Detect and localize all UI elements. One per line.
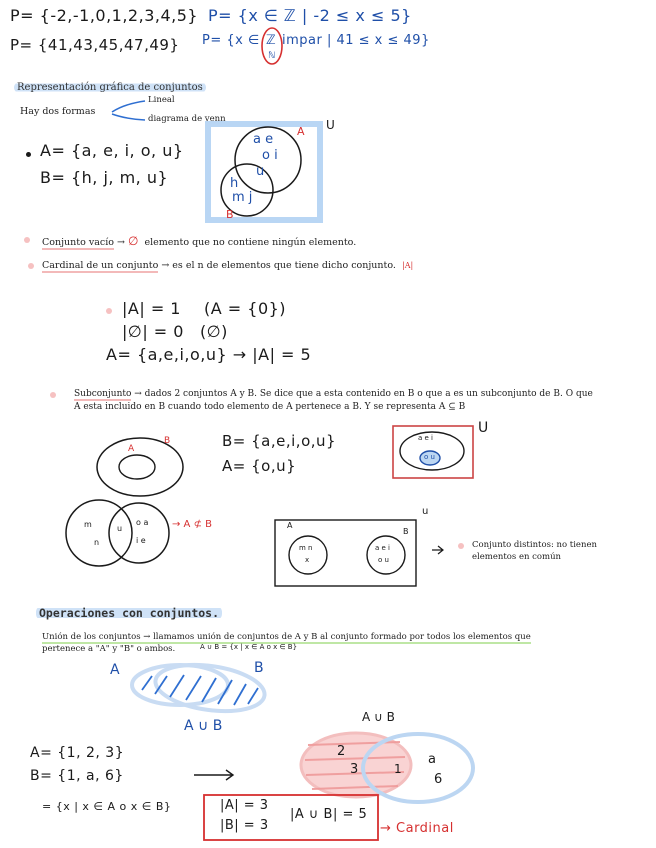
empty-set-row xyxy=(42,234,356,248)
cardinal-ex1b: (A = {0}) xyxy=(204,299,287,318)
venn-u-intersection: u xyxy=(256,164,265,179)
cardinal-ex3: A= {a,e,i,o,u} → |A| = 5 xyxy=(106,345,312,364)
venn2-circle-a xyxy=(66,500,132,566)
venn-label-a: A xyxy=(297,125,305,138)
option-lineal: Lineal xyxy=(148,95,175,105)
cardinal-ex2b: (∅) xyxy=(200,322,228,341)
union-venn-title: A ∪ B xyxy=(362,710,395,724)
bullet-distinct xyxy=(458,543,464,549)
card-b: |B| = 3 xyxy=(220,818,269,833)
union-label-aub: A ∪ B xyxy=(184,718,223,734)
set-p-builder: P= {x ∈ ℤ | -2 ≤ x ≤ 5} xyxy=(208,6,412,25)
circled-n: ℕ xyxy=(268,51,276,61)
venn-num-2: 2 xyxy=(337,744,346,759)
card-a: |A| = 3 xyxy=(220,798,269,813)
cardinal-notation: |A| xyxy=(402,261,414,270)
operations-heading xyxy=(36,606,222,620)
subset-box-ou: o u xyxy=(424,453,435,461)
venn-label-b: B xyxy=(226,208,234,221)
empty-set-arrow: → xyxy=(117,237,125,248)
venn-label-u: U xyxy=(326,118,335,132)
circled-z: ℤ xyxy=(266,33,277,48)
distinct-label-a: A xyxy=(287,521,293,530)
set-b-letters: B= {h, j, m, u} xyxy=(40,168,169,187)
ellipse-a xyxy=(119,455,155,479)
empty-set-desc: elemento que no contiene ningún elemento. xyxy=(144,237,357,248)
bullet-dot xyxy=(26,152,31,157)
cardinal-row xyxy=(42,260,413,271)
branch-line-2 xyxy=(112,114,145,120)
venn-ae: a e xyxy=(253,132,274,147)
subset-desc-1: → dados 2 conjuntos A y B. Se dice que a esta contenido en B o que a es un subconjunto de B. O que xyxy=(134,389,593,399)
set-p-listing: P= {-2,-1,0,1,2,3,4,5} xyxy=(10,6,199,25)
union-formula: A ∪ B = {x | x ∈ A o x ∈ B} xyxy=(200,643,298,651)
subset-term: Subconjunto xyxy=(74,389,132,399)
venn2-oa: o a xyxy=(136,518,149,527)
venn-h: h xyxy=(230,176,239,191)
venn2-ie: i e xyxy=(136,536,146,545)
empty-set-symbol: ∅ xyxy=(128,234,139,248)
union-def-1 xyxy=(42,632,531,642)
union-set-a: A= {1, 2, 3} xyxy=(30,745,125,761)
venn2-n: n xyxy=(94,538,100,547)
venn2-u: u xyxy=(117,524,123,533)
distinct-mn: m n xyxy=(299,544,313,552)
union-def-1-text: Unión de los conjuntos → llamamos unión de conjuntos de A y B al conjunto formado por todos los elementos que xyxy=(42,632,531,642)
empty-set-term: Conjunto vacío xyxy=(42,237,114,248)
union-label-a: A xyxy=(110,662,120,678)
circle-mark xyxy=(262,28,282,64)
bullet-subset xyxy=(50,392,56,398)
distinct-box xyxy=(275,520,416,586)
cardinal-ex2: |∅| = 0 xyxy=(122,322,184,341)
subset-desc-2: A esta incluido en B cuando todo elemento de A pertenece a B. Y se representa A ⊆ B xyxy=(74,402,466,412)
cardinal-label: → Cardinal xyxy=(380,821,454,836)
distinct-text-2: elementos en común xyxy=(472,552,562,562)
union-label-b: B xyxy=(254,660,264,676)
subset-set-b: B= {a,e,i,o,u} xyxy=(222,432,337,450)
venn-num-1: 1 xyxy=(394,762,402,776)
subset-diag-a: A xyxy=(128,444,135,454)
set-p2-listing: P= {41,43,45,47,49} xyxy=(10,36,180,54)
ellipse-b xyxy=(97,438,183,496)
subset-line-1 xyxy=(74,389,593,399)
distinct-circle-a xyxy=(289,536,327,574)
section-heading-graphic xyxy=(14,82,206,93)
operations-heading-text: Operaciones con conjuntos. xyxy=(36,606,222,620)
branch-line-1 xyxy=(112,101,145,112)
venn2-circle-b xyxy=(109,503,169,563)
venn-num-a: a xyxy=(428,752,436,767)
distinct-label-u: u xyxy=(422,506,429,517)
venn-mj: m j xyxy=(232,190,253,205)
venn-num-6: 6 xyxy=(434,772,443,787)
distinct-label-b: B xyxy=(403,527,409,536)
distinct-arrow xyxy=(432,546,443,554)
set-p2-builder-a: P= {x ∈ xyxy=(202,33,260,48)
set-p2-builder-b: impar | 41 ≤ x ≤ 49} xyxy=(282,33,430,48)
bullet-cardinal xyxy=(28,263,34,269)
bullet-empty xyxy=(24,237,30,243)
distinct-aei: a e i xyxy=(375,544,390,552)
intro-text: Hay dos formas xyxy=(20,106,96,117)
option-venn: diagrama de venn xyxy=(148,114,226,124)
cardinal-ex1: |A| = 1 xyxy=(122,299,181,318)
distinct-x: x xyxy=(305,556,310,564)
card-union: |A ∪ B| = 5 xyxy=(290,807,368,822)
venn-oi: o i xyxy=(262,148,278,163)
venn-num-3: 3 xyxy=(350,762,359,777)
subset-set-a: A= {o,u} xyxy=(222,457,297,475)
bullet-ex xyxy=(106,308,112,314)
distinct-circle-b xyxy=(367,536,405,574)
set-a-vowels: A= {a, e, i, o, u} xyxy=(40,141,184,160)
heading-text: Representación gráfica de conjuntos xyxy=(14,82,206,93)
cardinal-desc: → es el n de elementos que tiene dicho conjunto. xyxy=(161,260,396,271)
subset-diag-b: B xyxy=(164,436,171,446)
venn2-result: → A ⊄ B xyxy=(172,519,212,530)
venn2-m: m xyxy=(84,520,92,529)
union-def-2: pertenece a "A" y "B" o ambos. xyxy=(42,644,176,654)
subset-box-u: U xyxy=(478,420,489,436)
union-set-b: B= {1, a, 6} xyxy=(30,768,124,784)
union-set-builder: = {x | x ∈ A o x ∈ B} xyxy=(42,800,172,813)
cardinal-term: Cardinal de un conjunto xyxy=(42,260,159,271)
distinct-ou: o u xyxy=(378,556,389,564)
union-arrow xyxy=(194,770,233,780)
distinct-text-1: Conjunto distintos: no tienen xyxy=(472,540,597,550)
subset-box-aei: a e i xyxy=(418,434,433,442)
